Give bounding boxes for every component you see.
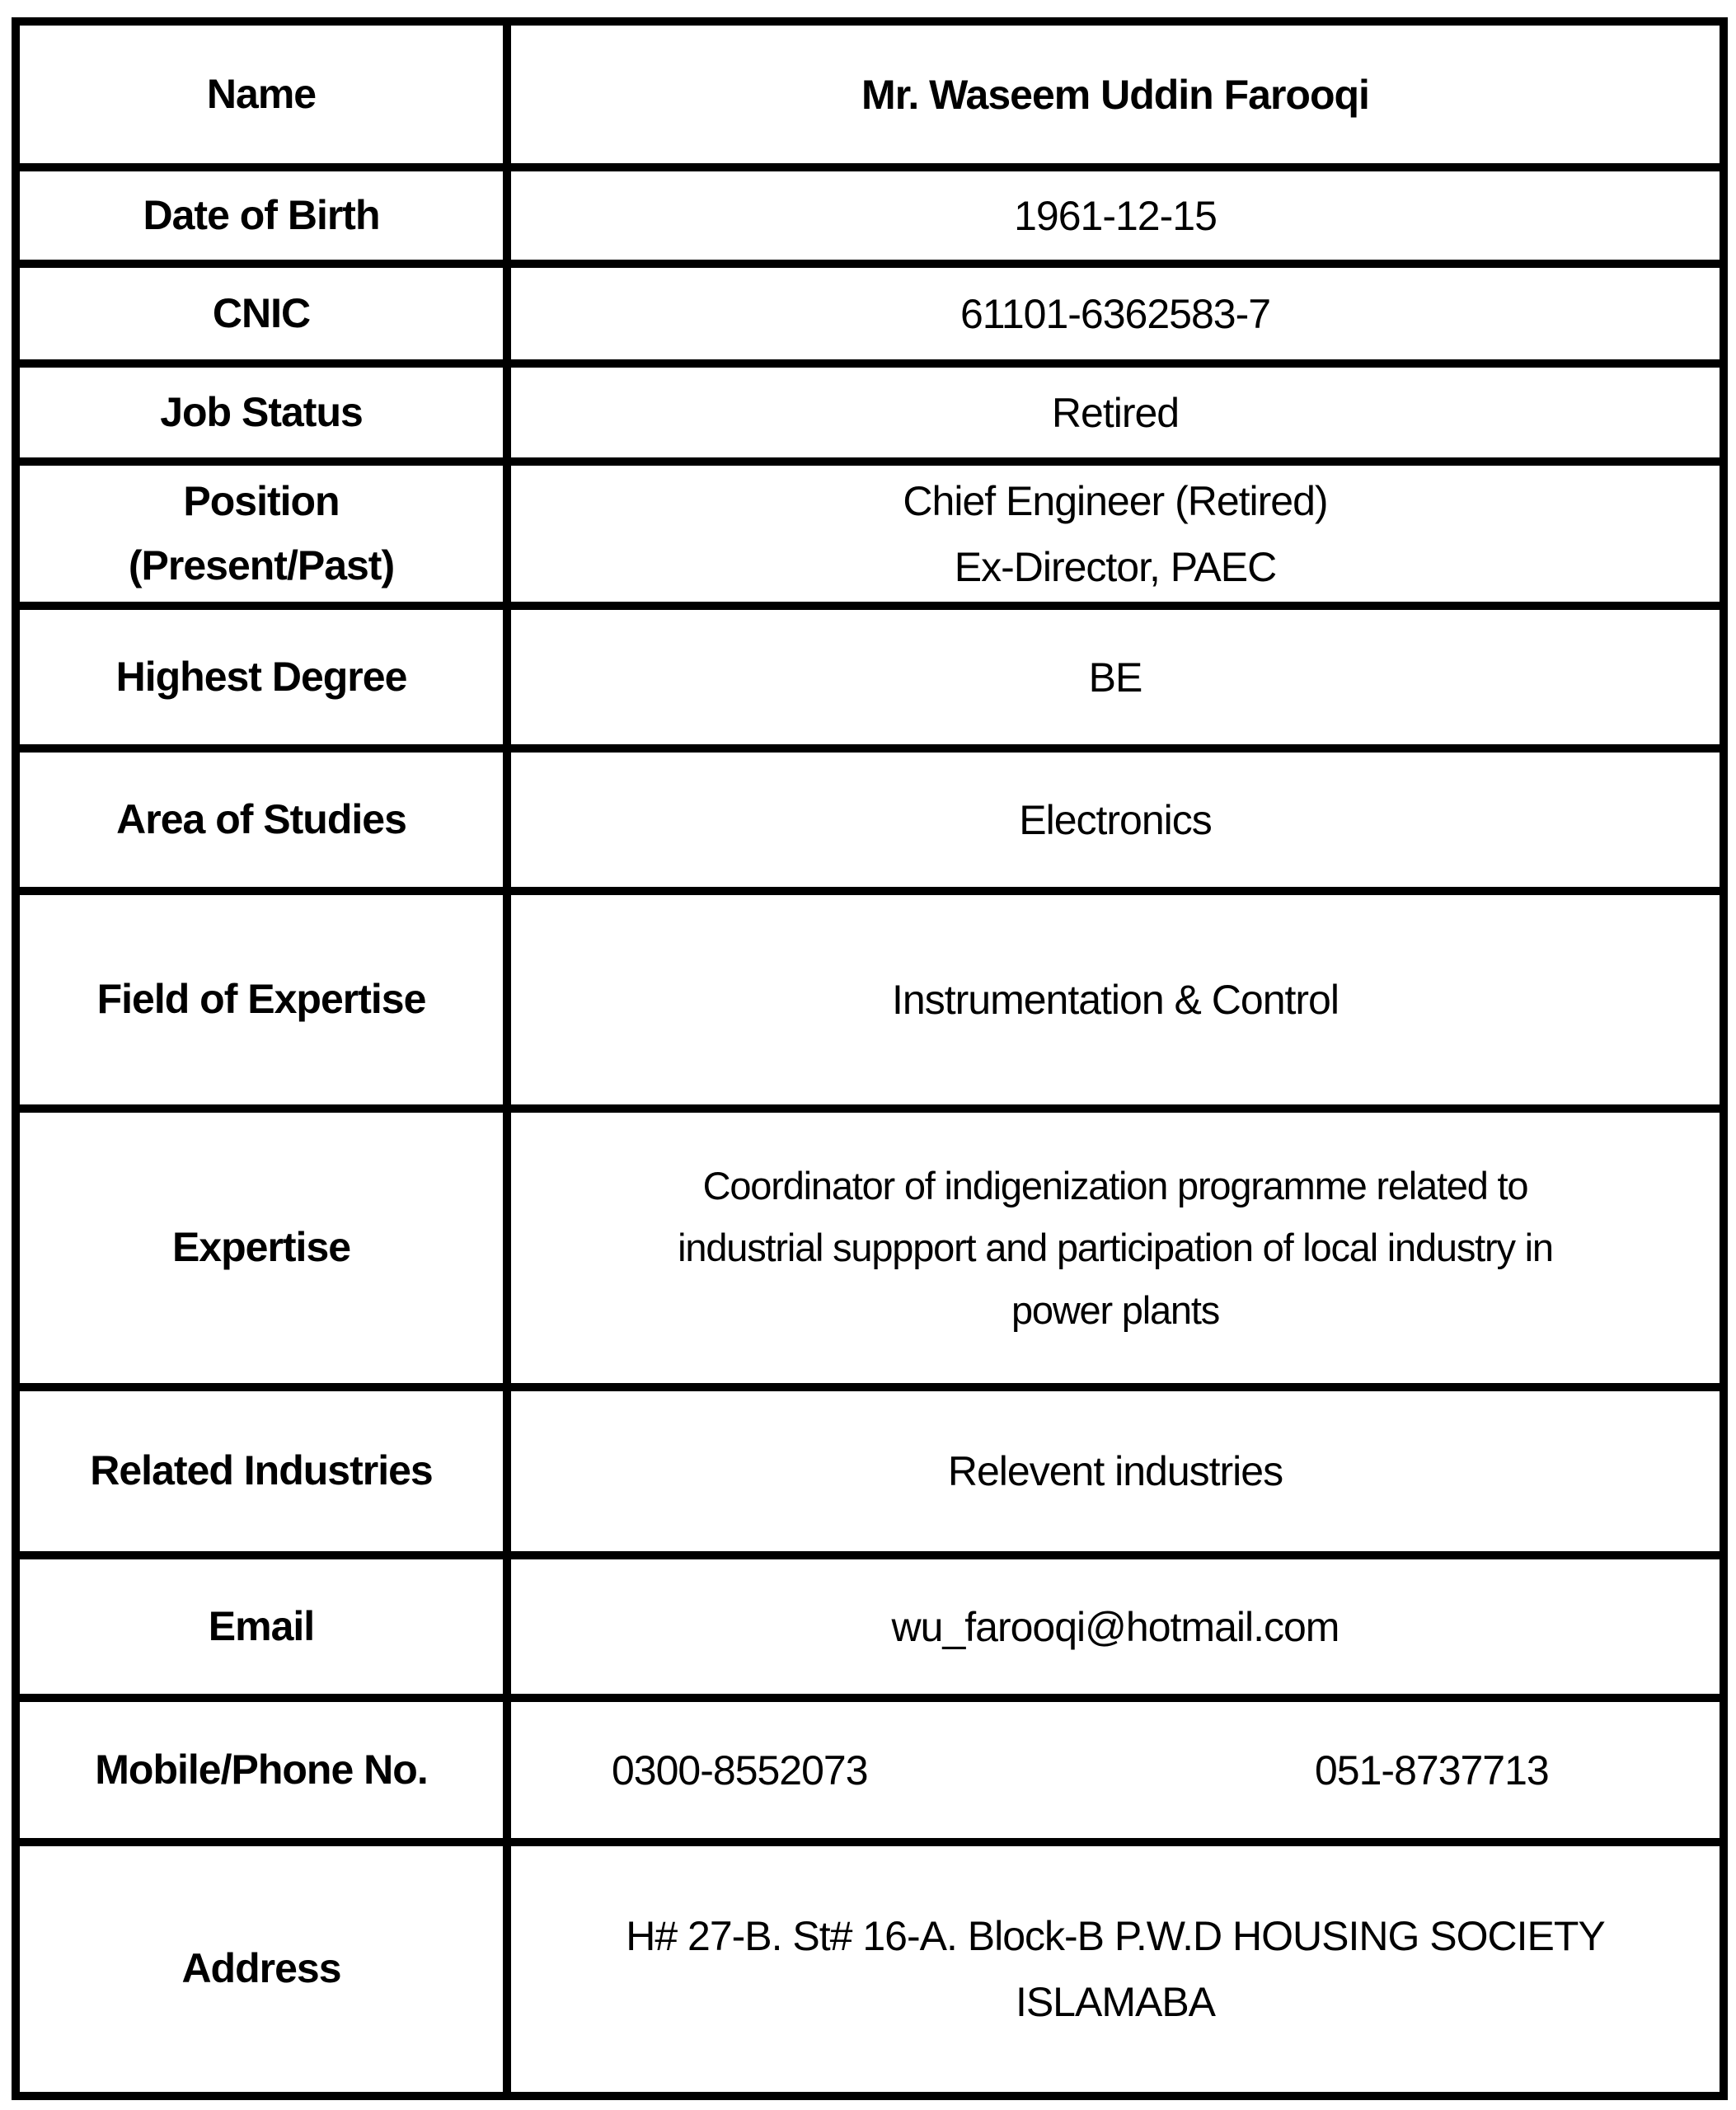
row-email — [20, 1559, 1720, 1702]
label-cell — [20, 1113, 511, 1383]
value-cell — [511, 895, 1720, 1104]
row-cnic — [20, 268, 1720, 368]
row-address — [20, 1846, 1720, 2092]
email-value[interactable]: wu_farooqi@hotmail.com — [891, 1603, 1340, 1650]
value-cell — [511, 26, 1720, 163]
job-status-label: Job Status — [160, 388, 363, 435]
row-field-of-expertise — [20, 895, 1720, 1113]
value-cell — [511, 1391, 1720, 1551]
value-cell — [511, 1559, 1720, 1694]
label-cell — [20, 1846, 511, 2092]
row-related-industries — [20, 1391, 1720, 1559]
position-value: Chief Engineer (Retired) Ex-Director, PAEC — [903, 477, 1328, 590]
label-cell — [20, 610, 511, 744]
date-of-birth-label: Date of Birth — [143, 191, 380, 238]
mobile-number: 0300-8552073 — [612, 1747, 868, 1794]
value-cell — [511, 368, 1720, 457]
row-expertise — [20, 1113, 1720, 1391]
job-status-value: Retired — [1051, 389, 1180, 436]
row-name — [20, 26, 1720, 171]
date-of-birth-value: 1961-12-15 — [1014, 192, 1217, 239]
profile-table — [12, 17, 1728, 2100]
field-of-expertise-value: Instrumentation & Control — [892, 977, 1339, 1023]
label-cell — [20, 466, 511, 602]
address-value: H# 27-B. St# 16-A. Block-B P.W.D HOUSING SOCIETY ISLAMABA — [626, 1913, 1605, 2025]
label-cell — [20, 1391, 511, 1551]
phone-number: 051-8737713 — [1315, 1747, 1549, 1794]
address-label: Address — [181, 1945, 341, 1992]
label-cell — [20, 368, 511, 457]
label-cell — [20, 1559, 511, 1694]
row-date-of-birth — [20, 171, 1720, 268]
area-of-studies-label: Area of Studies — [116, 795, 406, 842]
row-mobile-phone — [20, 1702, 1720, 1846]
label-cell — [20, 268, 511, 359]
value-cell — [511, 753, 1720, 887]
value-cell — [511, 610, 1720, 744]
cnic-label: CNIC — [212, 289, 311, 336]
row-highest-degree — [20, 610, 1720, 753]
label-cell — [20, 753, 511, 887]
value-cell — [511, 1846, 1720, 2092]
label-cell — [20, 26, 511, 163]
position-label: Position (Present/Past) — [128, 478, 395, 588]
label-cell — [20, 895, 511, 1104]
highest-degree-value: BE — [1088, 654, 1142, 701]
related-industries-label: Related Industries — [90, 1447, 433, 1494]
cnic-value: 61101-6362583-7 — [959, 290, 1271, 337]
value-cell — [511, 1702, 1720, 1838]
expertise-value: Coordinator of indigenization programme related to industrial suppport and participation of local industry in power plants — [678, 1164, 1553, 1332]
value-cell — [511, 268, 1720, 359]
name-value: Mr. Waseem Uddin Farooqi — [861, 71, 1369, 118]
area-of-studies-value: Electronics — [1019, 796, 1212, 843]
value-cell — [511, 1113, 1720, 1383]
row-job-status — [20, 368, 1720, 466]
related-industries-value: Relevent industries — [947, 1448, 1283, 1494]
name-label: Name — [206, 70, 317, 117]
value-cell — [511, 171, 1720, 260]
expertise-label: Expertise — [171, 1224, 351, 1271]
label-cell — [20, 1702, 511, 1838]
email-label: Email — [208, 1602, 315, 1649]
label-cell — [20, 171, 511, 260]
field-of-expertise-label: Field of Expertise — [96, 976, 426, 1023]
row-position — [20, 466, 1720, 610]
highest-degree-label: Highest Degree — [115, 653, 407, 700]
mobile-phone-label: Mobile/Phone No. — [95, 1746, 428, 1793]
row-area-of-studies — [20, 753, 1720, 895]
value-cell — [511, 466, 1720, 602]
